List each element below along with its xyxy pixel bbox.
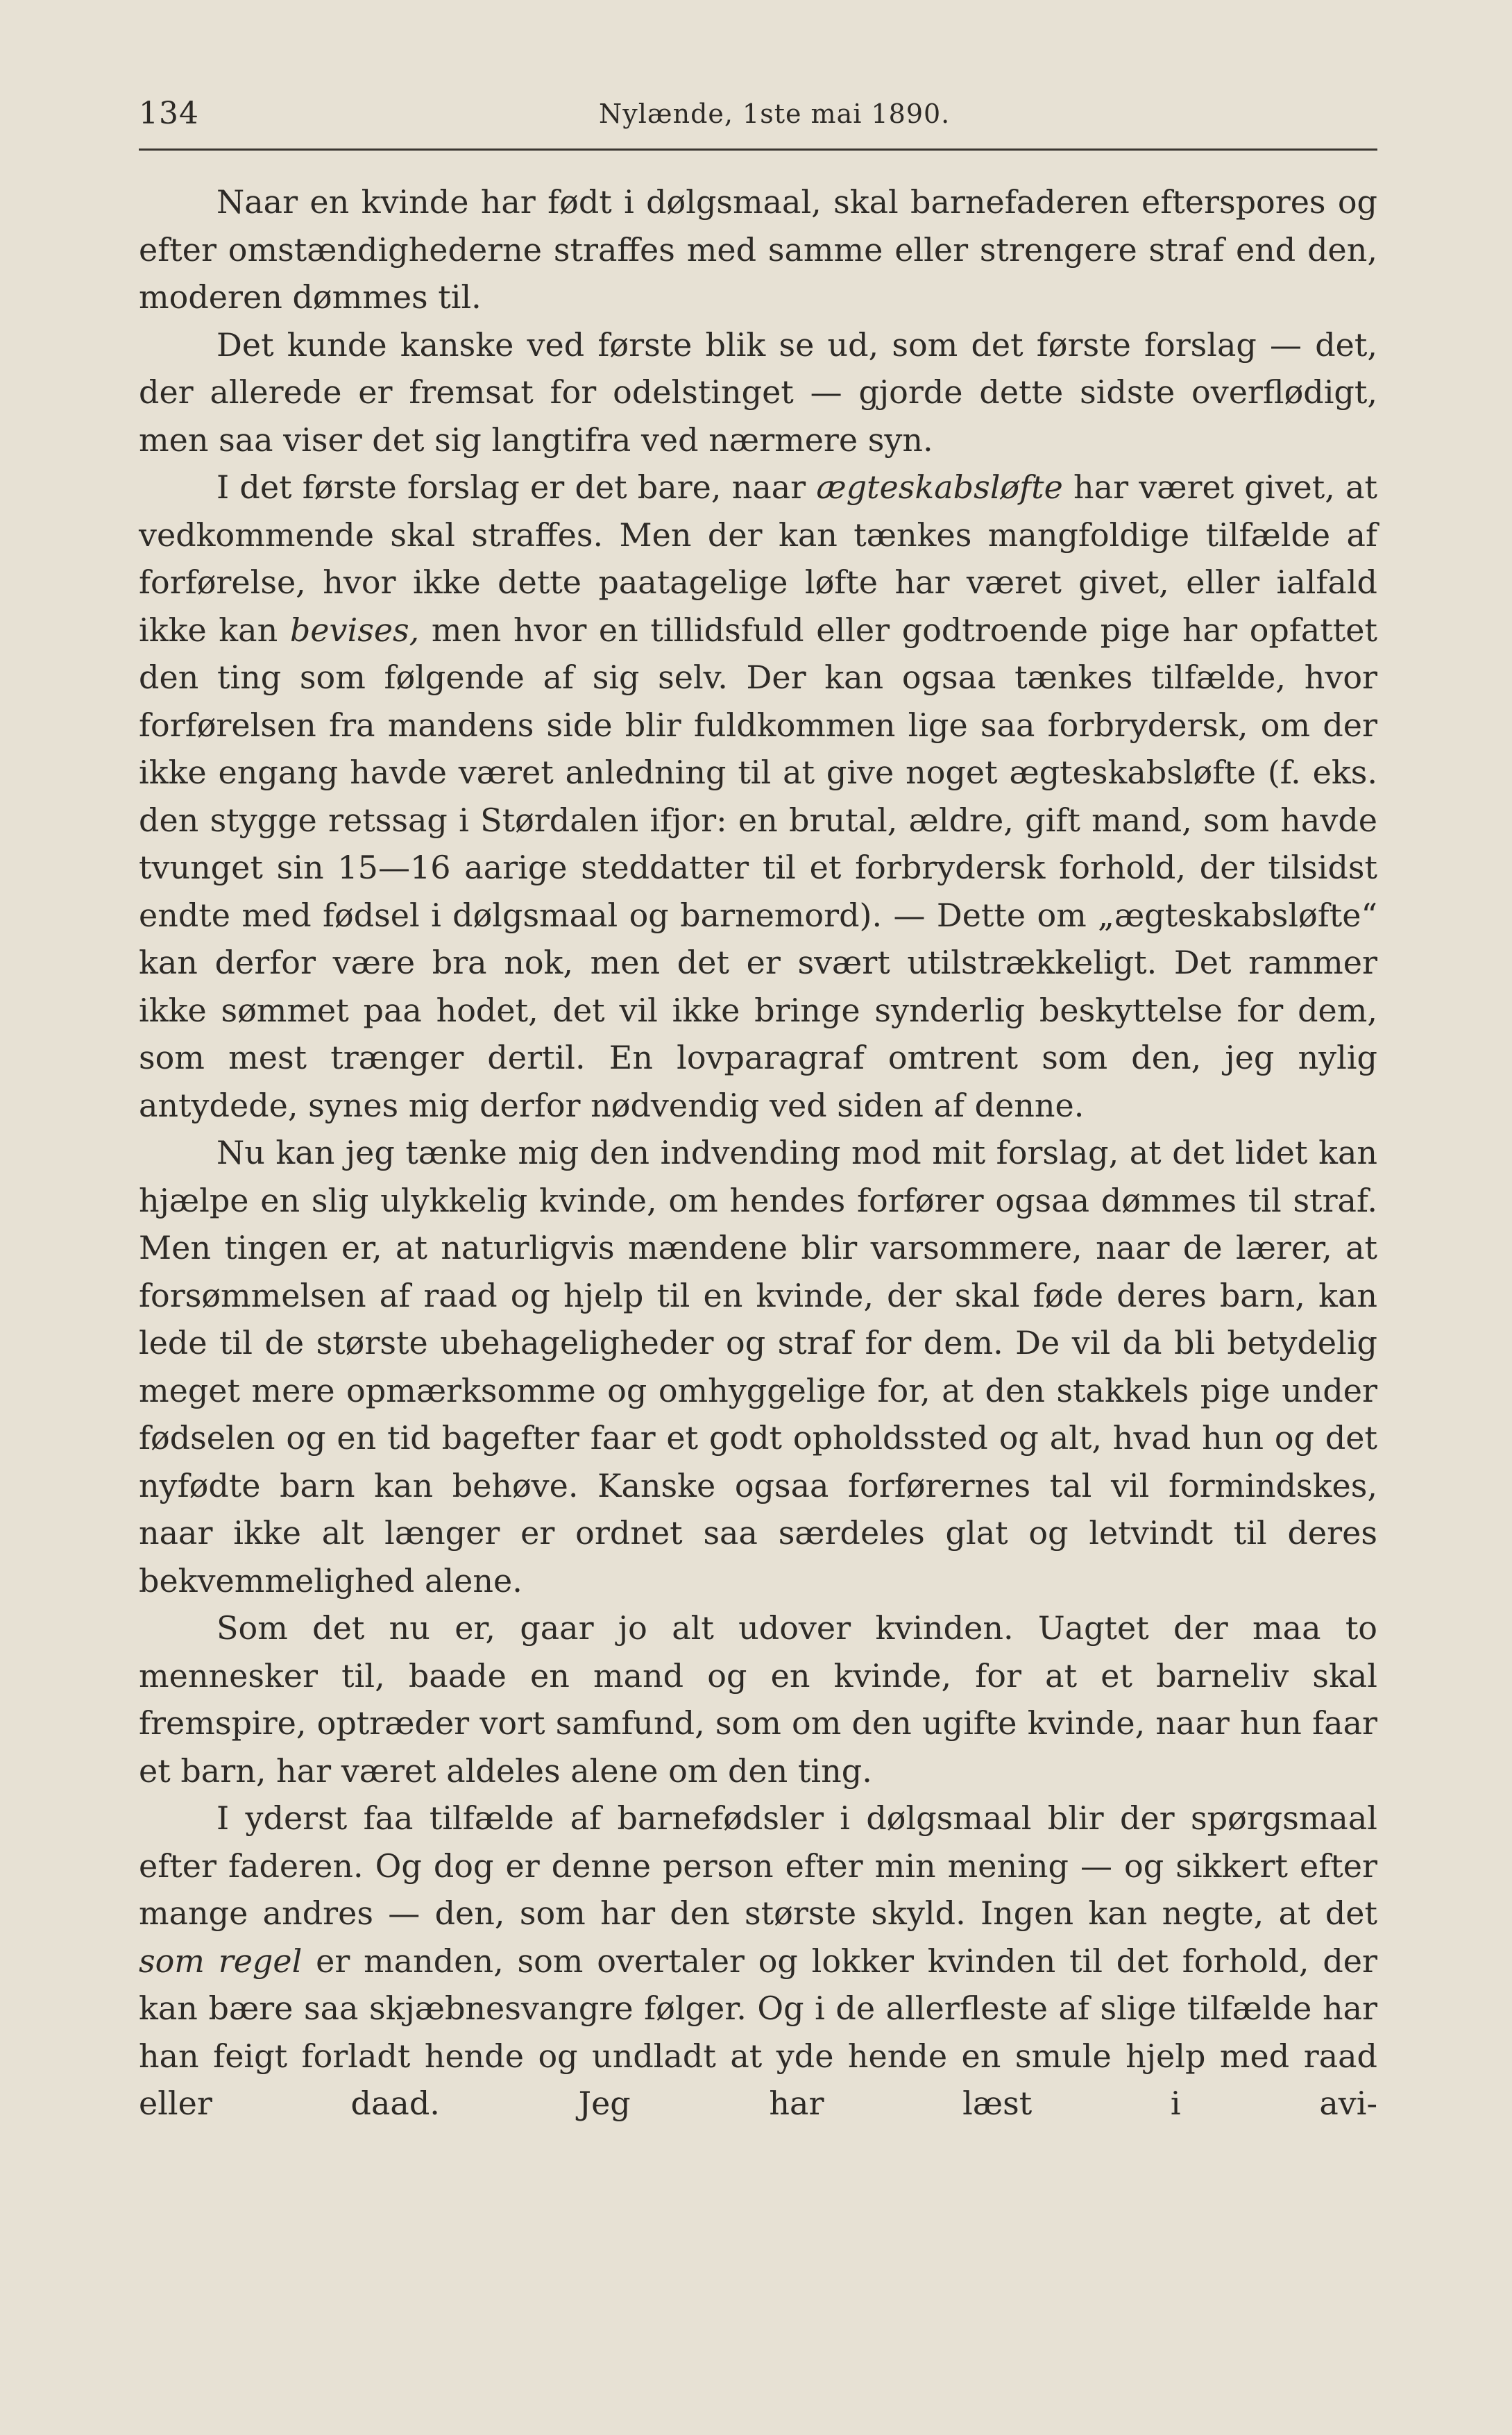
running-title: Nylænde, 1ste mai 1890. — [599, 99, 951, 129]
header-rule — [139, 149, 1377, 151]
paragraph — [139, 464, 1377, 1129]
page-header — [139, 96, 1377, 146]
paragraph — [139, 1604, 1377, 1795]
emphasized-text: bevises, — [289, 611, 420, 649]
paragraph — [139, 178, 1377, 321]
body-text — [139, 178, 1377, 2128]
paragraph-text: Naar en kvinde har født i dølgsmaal, skal barnefaderen efterspores og efter omstændighederne straffes med samme eller strengere straf end den, moderen dømmes til. — [139, 183, 1377, 316]
paragraph-text: I det første forslag er det bare, naar — [216, 468, 817, 506]
paragraph-text: Det kunde kanske ved første blik se ud, som det første forslag — det, der allerede er fremsat for odelstinget — gjorde dette sidste overflødigt, men saa viser det sig langtifra ved nærmere syn. — [139, 325, 1377, 459]
emphasized-text: som regel — [139, 1942, 303, 1980]
paragraph-text: Nu kan jeg tænke mig den indvending mod mit forslag, at det lidet kan hjælpe en slig ulykkelig kvinde, om hendes forfører ogsaa dømmes til straf. Men tingen er, at naturligvis mændene blir varsommere, naar de lærer, at forsømmelsen af raad og hjelp til en kvinde, der skal føde deres barn, kan lede til de største ubehageligheder og straf for dem. De vil da bli betydelig meget mere opmærksomme og omhyggelige for, at den stakkels pige under fødselen og en tid bagefter faar et godt opholdssted og alt, hvad hun og det nyfødte barn kan behøve. Kanske ogsaa forførernes tal vil formindskes, naar ikke alt længer er ordnet saa særdeles glat og letvindt til deres bekvemmelighed alene. — [139, 1134, 1377, 1600]
paragraph-text: men hvor en tillidsfuld eller godtroende pige har opfattet den ting som følgende af sig selv. Der kan ogsaa tænkes tilfælde, hvor forførelsen fra mandens side blir fuldkommen lige saa forbrydersk, om der ikke engang havde været anledning til at give noget ægteskabsløfte (f. eks. den stygge retssag i Størdalen ifjor: en brutal, ældre, gift mand, som havde tvunget sin 15—16 aarige steddatter til et forbrydersk forhold, der tilsidst endte med fødsel i dølgsmaal og barnemord). — Dette om „ægteskabsløfte“ kan derfor være bra nok, men det er svært utilstrækkeligt. Det rammer ikke sømmet paa hodet, det vil ikke bringe synderlig beskyttelse for dem, som mest trænger dertil. En lovparagraf omtrent som den, jeg nylig antydede, synes mig derfor nødvendig ved siden af denne. — [139, 611, 1377, 1124]
paragraph-text: har været givet, at vedkommende skal straffes. Men der kan tænkes mangfoldige tilfælde af forførelse, hvor ikke dette paatagelige løfte har været givet, eller ialfald ikke kan — [139, 468, 1377, 649]
emphasized-text: ægteskabsløfte — [816, 468, 1063, 506]
paragraph — [139, 1129, 1377, 1604]
page-number: 134 — [139, 96, 199, 131]
paragraph-text: er manden, som overtaler og lokker kvinden til det forhold, der kan bære saa skjæbnesvangre følger. Og i de allerfleste af slige tilfælde har han feigt forladt hende og undladt at yde hende en smule hjelp med raad eller daad. Jeg har læst i avi- — [139, 1942, 1377, 2122]
paragraph-text: I yderst faa tilfælde af barnefødsler i dølgsmaal blir der spørgsmaal efter faderen. Og dog er denne person efter min mening — og sikkert efter mange andres — den, som har den største skyld. Ingen kan negte, at det — [139, 1799, 1377, 1932]
paragraph — [139, 321, 1377, 464]
paragraph — [139, 1795, 1377, 2128]
paragraph-text: Som det nu er, gaar jo alt udover kvinden. Uagtet der maa to mennesker til, baade en mand og en kvinde, for at et barneliv skal fremspire, optræder vort samfund, som om den ugifte kvinde, naar hun faar et barn, har været aldeles alene om den ting. — [139, 1609, 1377, 1790]
